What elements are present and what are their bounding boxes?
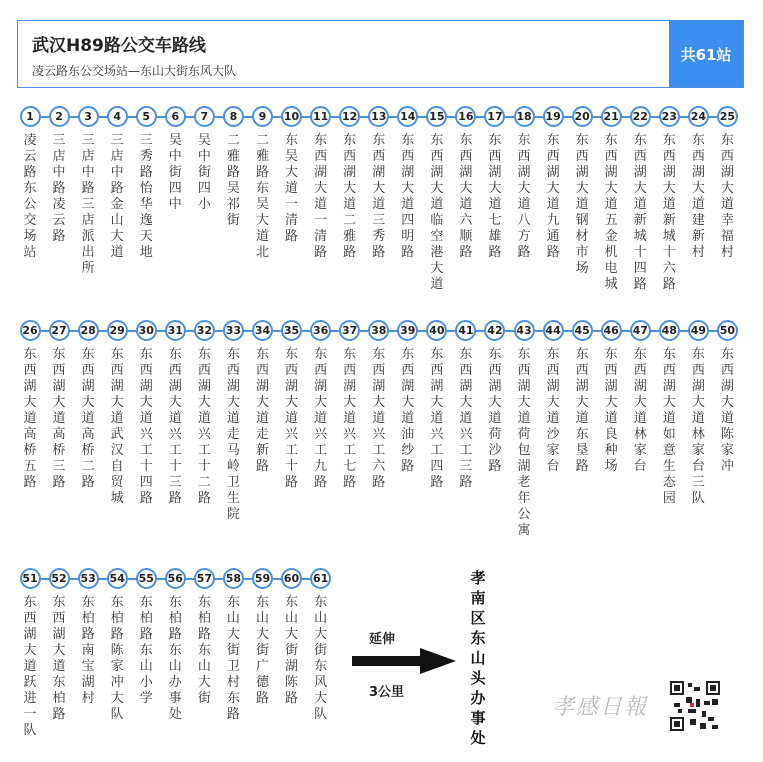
stop-9 <box>249 106 275 261</box>
stop-name: 东西湖大道兴工十三路 <box>168 347 182 506</box>
route-subtitle: 凌云路东公交场站—东山大街东风大队 <box>32 64 237 78</box>
stop-name: 二雅路吴祁街 <box>226 133 240 228</box>
stop-number: 61 <box>310 568 331 589</box>
stop-number: 44 <box>543 320 564 341</box>
stop-name: 东西湖大道林家台三队 <box>691 347 705 506</box>
stop-55 <box>133 568 159 707</box>
stop-number: 50 <box>717 320 738 341</box>
stop-1 <box>17 106 43 261</box>
stop-number: 60 <box>281 568 302 589</box>
stop-name: 东西湖大道一清路 <box>314 133 328 260</box>
stop-number: 34 <box>252 320 273 341</box>
stop-number: 14 <box>397 106 418 127</box>
stop-count-badge: 共61站 <box>669 21 743 87</box>
stop-50 <box>714 320 740 475</box>
stop-25 <box>714 106 740 261</box>
stop-name: 东西湖大道五金机电城 <box>604 133 618 292</box>
stop-45 <box>569 320 595 475</box>
stop-number: 37 <box>339 320 360 341</box>
stop-number: 39 <box>397 320 418 341</box>
stop-name: 东西湖大道兴工九路 <box>314 347 328 490</box>
stop-37 <box>337 320 363 491</box>
stop-11 <box>308 106 334 261</box>
extension-destination: 孝南区东山头办事处 <box>470 569 486 747</box>
stop-6 <box>162 106 188 213</box>
stop-47 <box>627 320 653 475</box>
stop-40 <box>424 320 450 491</box>
stop-name: 东西湖大道良种场 <box>604 347 618 474</box>
stop-53 <box>75 568 101 707</box>
stop-name: 东西湖大道兴工七路 <box>343 347 357 490</box>
stop-number: 49 <box>688 320 709 341</box>
stop-number: 10 <box>281 106 302 127</box>
stop-name: 东西湖大道东垦路 <box>575 347 589 474</box>
stop-name: 凌云路东公交场站 <box>23 133 37 260</box>
stop-name: 东西湖大道新城十六路 <box>662 133 676 292</box>
stop-number: 54 <box>107 568 128 589</box>
stop-number: 2 <box>49 106 70 127</box>
stop-number: 46 <box>601 320 622 341</box>
stop-name: 三秀路怡华逸天地 <box>139 133 153 260</box>
stop-number: 9 <box>252 106 273 127</box>
stop-name: 东西湖大道兴工四路 <box>430 347 444 490</box>
stop-number: 11 <box>310 106 331 127</box>
stop-5 <box>133 106 159 261</box>
stop-10 <box>279 106 305 245</box>
stop-54 <box>104 568 130 723</box>
stop-23 <box>656 106 682 293</box>
stop-number: 5 <box>136 106 157 127</box>
stop-name: 东西湖大道三秀路 <box>372 133 386 260</box>
stop-51 <box>17 568 43 739</box>
stop-3 <box>75 106 101 277</box>
stop-number: 19 <box>543 106 564 127</box>
stop-name: 东西湖大道高桥三路 <box>52 347 66 490</box>
stop-8 <box>220 106 246 229</box>
stop-38 <box>366 320 392 491</box>
stop-name: 东西湖大道兴工十二路 <box>197 347 211 506</box>
stop-number: 27 <box>49 320 70 341</box>
stop-number: 7 <box>194 106 215 127</box>
stop-name: 东柏路东山办事处 <box>168 595 182 722</box>
stop-36 <box>308 320 334 491</box>
stop-number: 33 <box>223 320 244 341</box>
stop-number: 31 <box>165 320 186 341</box>
stop-name: 东柏路东山小学 <box>139 595 153 706</box>
stop-name: 东西湖大道钢材市场 <box>575 133 589 276</box>
stop-46 <box>598 320 624 475</box>
stop-number: 25 <box>717 106 738 127</box>
stop-name: 三店中路凌云路 <box>52 133 66 244</box>
stop-name: 东西湖大道荷包湖老年公寓 <box>517 347 531 538</box>
stop-name: 东西湖大道八方路 <box>517 133 531 260</box>
stop-number: 3 <box>78 106 99 127</box>
stop-19 <box>540 106 566 261</box>
stop-number: 6 <box>165 106 186 127</box>
stop-43 <box>511 320 537 539</box>
stop-number: 26 <box>20 320 41 341</box>
stop-name: 东山大街卫村东路 <box>226 595 240 722</box>
stop-name: 东西湖大道跃进一队 <box>23 595 37 738</box>
stop-number: 48 <box>659 320 680 341</box>
stop-name: 东西湖大道沙家台 <box>546 347 560 474</box>
stop-42 <box>482 320 508 475</box>
stop-name: 东西湖大道四明路 <box>401 133 415 260</box>
stop-29 <box>104 320 130 507</box>
stop-15 <box>424 106 450 293</box>
stop-31 <box>162 320 188 507</box>
stop-number: 45 <box>572 320 593 341</box>
stop-18 <box>511 106 537 261</box>
stop-16 <box>453 106 479 261</box>
stop-20 <box>569 106 595 277</box>
stop-name: 东西湖大道陈家冲 <box>720 347 734 474</box>
stop-name: 东西湖大道建新村 <box>691 133 705 260</box>
stop-52 <box>46 568 72 723</box>
stop-name: 东西湖大道幸福村 <box>720 133 734 260</box>
stop-number: 29 <box>107 320 128 341</box>
stop-number: 4 <box>107 106 128 127</box>
stop-number: 13 <box>368 106 389 127</box>
stop-2 <box>46 106 72 245</box>
stop-name: 二雅路东吴大道北 <box>255 133 269 260</box>
stop-name: 东西湖大道走新路 <box>255 347 269 474</box>
stop-number: 24 <box>688 106 709 127</box>
stop-30 <box>133 320 159 507</box>
stop-number: 20 <box>572 106 593 127</box>
stop-60 <box>279 568 305 707</box>
stop-number: 28 <box>78 320 99 341</box>
stop-name: 东西湖大道高桥五路 <box>23 347 37 490</box>
stop-21 <box>598 106 624 293</box>
stop-name: 吴中街四中 <box>168 133 182 212</box>
stop-name: 东西湖大道临空港大道 <box>430 133 444 292</box>
stop-number: 41 <box>455 320 476 341</box>
stop-number: 21 <box>601 106 622 127</box>
stop-58 <box>220 568 246 723</box>
stop-number: 59 <box>252 568 273 589</box>
stop-name: 东山大街湖陈路 <box>285 595 299 706</box>
stop-number: 30 <box>136 320 157 341</box>
stop-name: 吴中街四小 <box>197 133 211 212</box>
stop-name: 东柏路东山大街 <box>197 595 211 706</box>
stop-name: 东西湖大道兴工三路 <box>459 347 473 490</box>
stop-number: 47 <box>630 320 651 341</box>
stop-28 <box>75 320 101 491</box>
stop-27 <box>46 320 72 491</box>
stop-14 <box>395 106 421 261</box>
stop-number: 1 <box>20 106 41 127</box>
stop-32 <box>191 320 217 507</box>
stop-name: 东西湖大道林家台 <box>633 347 647 474</box>
newspaper-logo: 孝感日報 <box>552 695 649 720</box>
stop-name: 东西湖大道高桥二路 <box>81 347 95 490</box>
stop-name: 东西湖大道走马岭卫生院 <box>226 347 240 522</box>
stop-name: 东西湖大道六顺路 <box>459 133 473 260</box>
stop-name: 三店中路三店派出所 <box>81 133 95 276</box>
stop-number: 57 <box>194 568 215 589</box>
stop-name: 东吴大道一清路 <box>285 133 299 244</box>
stop-number: 43 <box>514 320 535 341</box>
stop-22 <box>627 106 653 293</box>
stop-number: 55 <box>136 568 157 589</box>
stop-name: 东西湖大道九通路 <box>546 133 560 260</box>
stop-name: 东西湖大道东柏路 <box>52 595 66 722</box>
stop-number: 38 <box>368 320 389 341</box>
stop-name: 东西湖大道兴工六路 <box>372 347 386 490</box>
stop-name: 东西湖大道荷沙路 <box>488 347 502 474</box>
stop-39 <box>395 320 421 475</box>
stop-12 <box>337 106 363 261</box>
stop-13 <box>366 106 392 261</box>
stop-name: 三店中路金山大道 <box>110 133 124 260</box>
stop-number: 42 <box>484 320 505 341</box>
stop-name: 东西湖大道新城十四路 <box>633 133 647 292</box>
stop-name: 东西湖大道七雄路 <box>488 133 502 260</box>
extension-distance: 3公里 <box>369 685 405 700</box>
stop-name: 东西湖大道油纱路 <box>401 347 415 474</box>
stop-35 <box>279 320 305 491</box>
stop-name: 东山大街东风大队 <box>314 595 328 722</box>
route-title: 武汉H89路公交车路线 <box>32 36 206 56</box>
stop-number: 16 <box>455 106 476 127</box>
stop-number: 40 <box>426 320 447 341</box>
stop-number: 51 <box>20 568 41 589</box>
stop-number: 15 <box>426 106 447 127</box>
stop-24 <box>685 106 711 261</box>
stop-name: 东西湖大道二雅路 <box>343 133 357 260</box>
stop-name: 东西湖大道兴工十四路 <box>139 347 153 506</box>
stop-number: 18 <box>514 106 535 127</box>
stop-number: 23 <box>659 106 680 127</box>
stop-number: 36 <box>310 320 331 341</box>
stop-48 <box>656 320 682 507</box>
stop-name: 东柏路南宝湖村 <box>81 595 95 706</box>
qr-code-icon <box>668 679 722 733</box>
stop-name: 东西湖大道如意生态园 <box>662 347 676 506</box>
stop-4 <box>104 106 130 261</box>
stop-57 <box>191 568 217 707</box>
stop-number: 58 <box>223 568 244 589</box>
stop-59 <box>249 568 275 707</box>
stop-name: 东西湖大道武汉自贸城 <box>110 347 124 506</box>
stop-41 <box>453 320 479 491</box>
stop-44 <box>540 320 566 475</box>
stop-name: 东山大街广德路 <box>255 595 269 706</box>
stop-7 <box>191 106 217 213</box>
stop-56 <box>162 568 188 723</box>
stop-number: 32 <box>194 320 215 341</box>
extension-label: 延伸 <box>369 632 396 647</box>
stop-34 <box>249 320 275 475</box>
stop-name: 东柏路陈家冲大队 <box>110 595 124 722</box>
stop-33 <box>220 320 246 523</box>
route-header <box>17 20 744 88</box>
stop-number: 22 <box>630 106 651 127</box>
stop-17 <box>482 106 508 261</box>
stop-number: 52 <box>49 568 70 589</box>
stop-number: 8 <box>223 106 244 127</box>
stop-26 <box>17 320 43 491</box>
stop-number: 53 <box>78 568 99 589</box>
stop-61 <box>308 568 334 723</box>
extension-arrow-icon <box>350 645 460 677</box>
stop-name: 东西湖大道兴工十路 <box>285 347 299 490</box>
stop-49 <box>685 320 711 507</box>
stop-number: 17 <box>484 106 505 127</box>
stop-number: 56 <box>165 568 186 589</box>
stop-number: 12 <box>339 106 360 127</box>
stop-number: 35 <box>281 320 302 341</box>
